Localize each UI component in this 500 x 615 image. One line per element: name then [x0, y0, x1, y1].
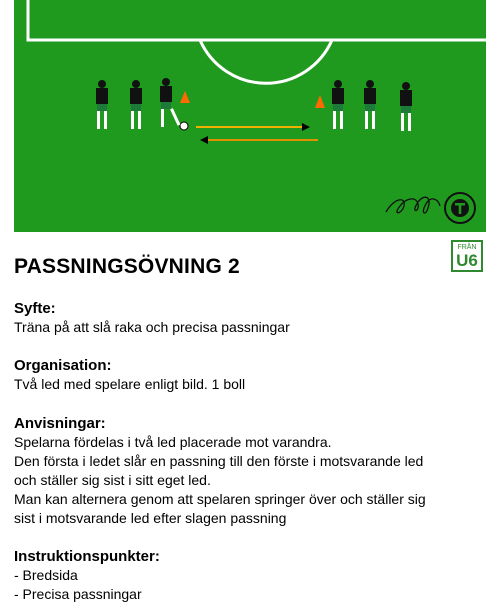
section-heading: Syfte: [14, 300, 56, 317]
section-line: Den första i ledet slår en passning till den förste i motsvarande led [14, 453, 424, 469]
section-line: Träna på att slå raka och precisa passningar [14, 319, 290, 335]
section-instruktionspunkter [14, 547, 484, 604]
ball [180, 122, 188, 130]
section-line: - Precisa passningar [14, 586, 142, 602]
section-anvisningar [14, 414, 484, 528]
age-badge [451, 240, 483, 272]
section-line: - Bredsida [14, 567, 78, 583]
drill-diagram [14, 0, 486, 232]
section-organisation [14, 356, 484, 394]
page-title: PASSNINGSÖVNING 2 [14, 255, 240, 278]
age-badge-from: FRÅN [457, 244, 477, 251]
age-badge-level: U6 [456, 251, 478, 270]
section-line: Man kan alternera genom att spelaren springer över och ställer sig [14, 491, 426, 507]
section-heading: Organisation: [14, 357, 112, 374]
section-line: Spelarna fördelas i två led placerade mot varandra. [14, 434, 332, 450]
section-heading: Anvisningar: [14, 415, 106, 432]
section-line: Två led med spelare enligt bild. 1 boll [14, 376, 246, 392]
section-line: och ställer sig sist i sitt eget led. [14, 472, 211, 488]
section-syfte [14, 299, 484, 337]
section-line: sist i motsvarande led efter slagen passning [14, 510, 287, 526]
pitch [14, 0, 486, 232]
section-heading: Instruktionspunkter: [14, 548, 160, 565]
